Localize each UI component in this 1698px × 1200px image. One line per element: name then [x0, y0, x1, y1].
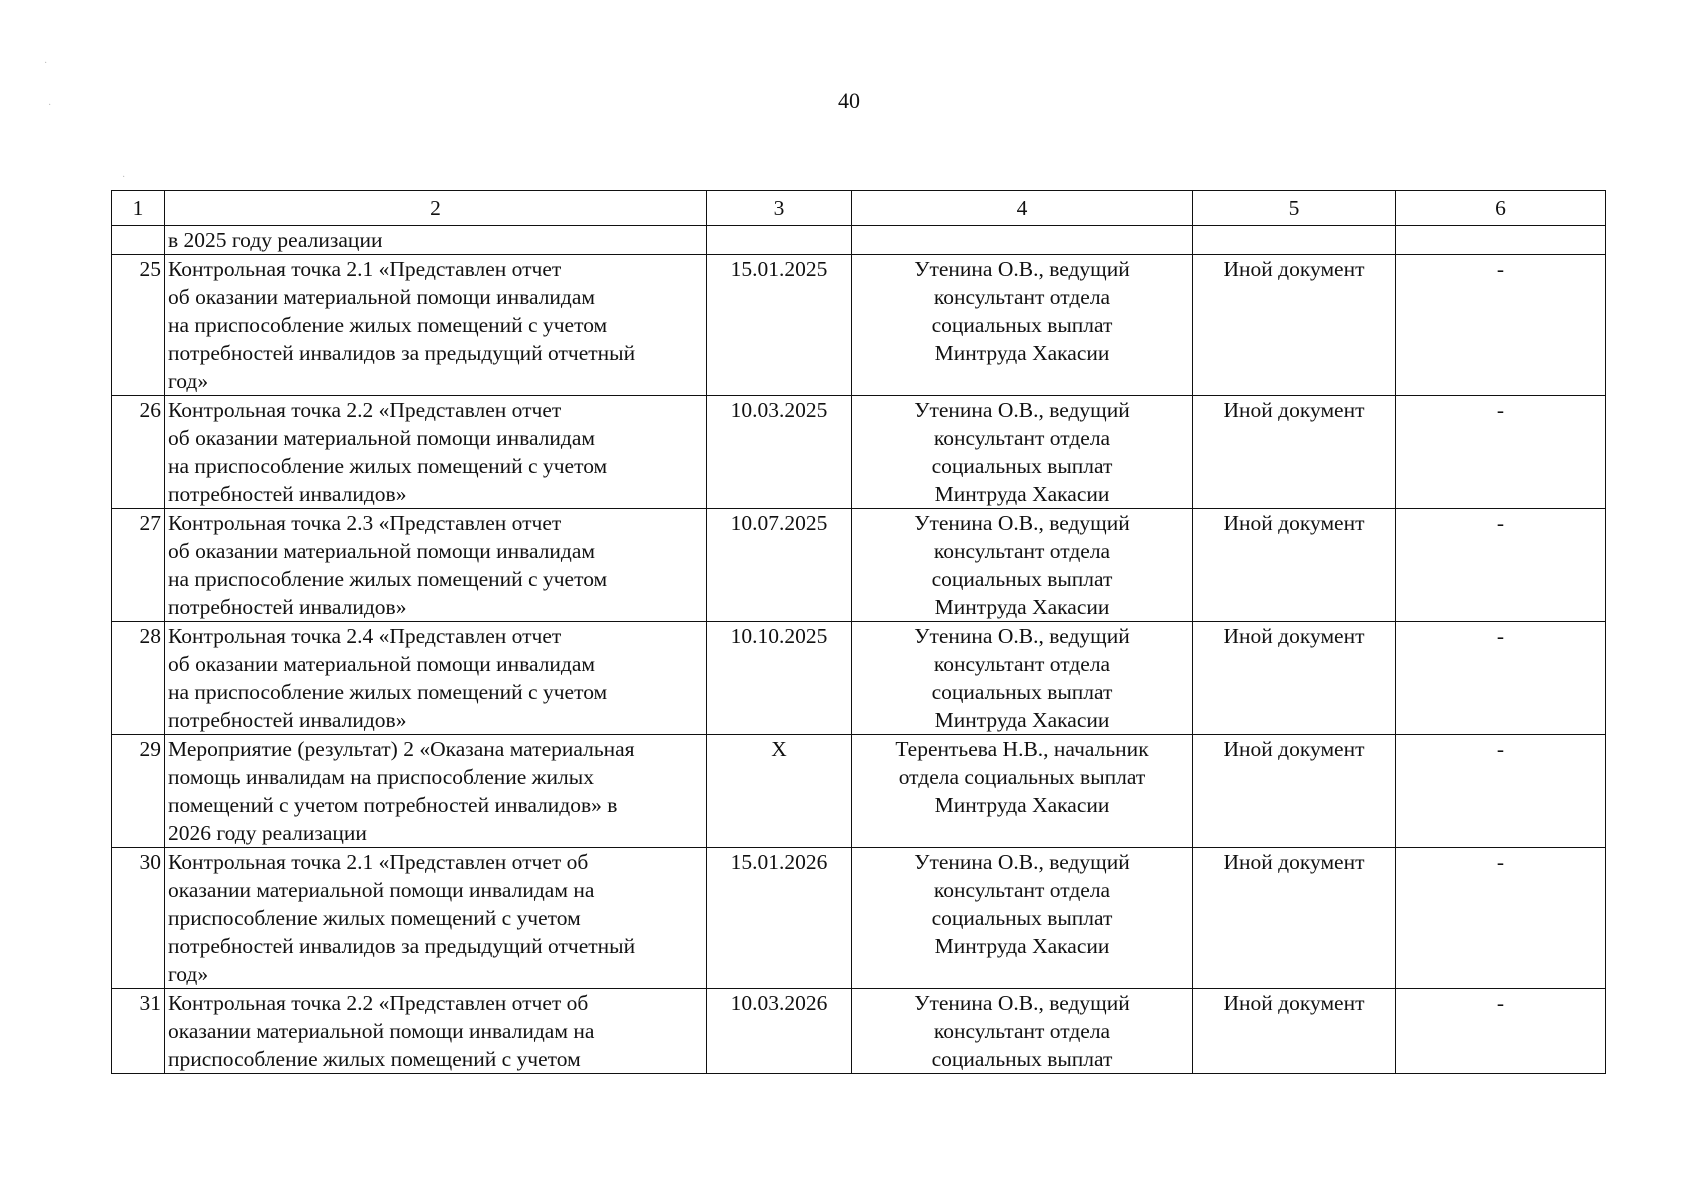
responsible-line: Утенина О.В., ведущий — [914, 624, 1130, 648]
document-type — [1193, 226, 1396, 255]
responsible-line: Минтруда Хакасии — [934, 708, 1110, 732]
event-name-line: Контрольная точка 2.4 «Представлен отчет — [168, 624, 562, 648]
responsible-line: Минтруда Хакасии — [934, 595, 1110, 619]
responsible-line: консультант отдела — [933, 285, 1111, 309]
deadline-date: 10.10.2025 — [707, 622, 852, 735]
row-number — [112, 226, 165, 255]
row-number: 29 — [112, 735, 165, 848]
scan-artifact: · — [122, 172, 126, 183]
event-name-line: об оказании материальной помощи инвалидам — [168, 426, 596, 450]
responsible-cell — [852, 509, 1193, 622]
responsible-cell — [852, 622, 1193, 735]
deadline-date: X — [707, 735, 852, 848]
event-name-line: Контрольная точка 2.2 «Представлен отчет — [168, 398, 562, 422]
event-name-cell — [165, 989, 707, 1074]
event-name-cell — [165, 622, 707, 735]
table-row — [112, 848, 1606, 989]
responsible-line: Минтруда Хакасии — [934, 341, 1110, 365]
event-name-line: год» — [168, 962, 209, 986]
header-cell-2: 2 — [165, 191, 707, 226]
event-name-line: помещений с учетом потребностей инвалидов» в — [168, 793, 618, 817]
document-type: Иной документ — [1193, 622, 1396, 735]
note-cell: - — [1396, 622, 1606, 735]
event-name-line: потребностей инвалидов» — [168, 708, 407, 732]
document-type: Иной документ — [1193, 509, 1396, 622]
event-name-line: потребностей инвалидов за предыдущий отчетный — [168, 934, 636, 958]
responsible-line: социальных выплат — [931, 680, 1113, 704]
event-name-line: об оказании материальной помощи инвалидам — [168, 539, 596, 563]
responsible-line: консультант отдела — [933, 539, 1111, 563]
responsible-line: Утенина О.В., ведущий — [914, 398, 1130, 422]
responsible-line: Утенина О.В., ведущий — [914, 257, 1130, 281]
table-row — [112, 396, 1606, 509]
document-type: Иной документ — [1193, 255, 1396, 396]
event-name-line: в 2025 году реализации — [168, 228, 383, 252]
responsible-line: социальных выплат — [931, 313, 1113, 337]
row-number: 25 — [112, 255, 165, 396]
row-number: 26 — [112, 396, 165, 509]
event-name-line: приспособление жилых помещений с учетом — [168, 906, 581, 930]
document-type: Иной документ — [1193, 848, 1396, 989]
event-name-line: об оказании материальной помощи инвалидам — [168, 285, 596, 309]
scan-artifact: · — [48, 100, 52, 111]
event-name-cell — [165, 226, 707, 255]
note-cell: - — [1396, 848, 1606, 989]
row-number: 28 — [112, 622, 165, 735]
responsible-line: Минтруда Хакасии — [934, 793, 1110, 817]
responsible-line: Терентьева Н.В., начальник — [895, 737, 1149, 761]
event-name-line: помощь инвалидам на приспособление жилых — [168, 765, 594, 789]
responsible-line: Утенина О.В., ведущий — [914, 511, 1130, 535]
header-cell-5: 5 — [1193, 191, 1396, 226]
event-name-line: приспособление жилых помещений с учетом — [168, 1047, 581, 1071]
responsible-line: консультант отдела — [933, 426, 1111, 450]
header-cell-4: 4 — [852, 191, 1193, 226]
responsible-line: социальных выплат — [931, 906, 1113, 930]
event-name-line: Контрольная точка 2.2 «Представлен отчет об — [168, 991, 589, 1015]
responsible-line: социальных выплат — [931, 1047, 1113, 1071]
responsible-cell — [852, 735, 1193, 848]
responsible-cell — [852, 989, 1193, 1074]
event-name-line: 2026 году реализации — [168, 821, 367, 845]
responsible-line: Утенина О.В., ведущий — [914, 850, 1130, 874]
header-cell-3: 3 — [707, 191, 852, 226]
deadline-date: 10.07.2025 — [707, 509, 852, 622]
note-cell: - — [1396, 509, 1606, 622]
header-cell-1: 1 — [112, 191, 165, 226]
responsible-line: консультант отдела — [933, 1019, 1111, 1043]
scan-artifact: · — [44, 58, 48, 69]
deadline-date: 15.01.2025 — [707, 255, 852, 396]
responsible-line: отдела социальных выплат — [898, 765, 1146, 789]
event-name-line: Контрольная точка 2.3 «Представлен отчет — [168, 511, 562, 535]
deadline-date — [707, 226, 852, 255]
document-type: Иной документ — [1193, 735, 1396, 848]
responsible-cell — [852, 255, 1193, 396]
note-cell: - — [1396, 735, 1606, 848]
event-name-cell — [165, 848, 707, 989]
note-cell: - — [1396, 989, 1606, 1074]
header-row — [112, 191, 1606, 226]
responsible-cell — [852, 226, 1193, 255]
event-name-line: об оказании материальной помощи инвалидам — [168, 652, 596, 676]
event-name-line: потребностей инвалидов за предыдущий отчетный — [168, 341, 636, 365]
responsible-cell — [852, 396, 1193, 509]
responsible-line: Утенина О.В., ведущий — [914, 991, 1130, 1015]
document-type: Иной документ — [1193, 989, 1396, 1074]
table-row — [112, 226, 1606, 255]
deadline-date: 15.01.2026 — [707, 848, 852, 989]
event-name-line: год» — [168, 369, 209, 393]
event-name-line: на приспособление жилых помещений с учетом — [168, 454, 608, 478]
event-name-line: на приспособление жилых помещений с учетом — [168, 313, 608, 337]
event-name-line: оказании материальной помощи инвалидам на — [168, 878, 595, 902]
deadline-date: 10.03.2025 — [707, 396, 852, 509]
responsible-line: Минтруда Хакасии — [934, 934, 1110, 958]
event-name-line: Контрольная точка 2.1 «Представлен отчет об — [168, 850, 589, 874]
note-cell: - — [1396, 255, 1606, 396]
responsible-cell — [852, 848, 1193, 989]
table-row — [112, 989, 1606, 1074]
event-name-cell — [165, 255, 707, 396]
table-row — [112, 255, 1606, 396]
responsible-line: социальных выплат — [931, 454, 1113, 478]
table-row — [112, 622, 1606, 735]
event-name-cell — [165, 735, 707, 848]
responsible-line: социальных выплат — [931, 567, 1113, 591]
note-cell — [1396, 226, 1606, 255]
document-type: Иной документ — [1193, 396, 1396, 509]
responsible-line: консультант отдела — [933, 652, 1111, 676]
table-row — [112, 509, 1606, 622]
header-cell-6: 6 — [1396, 191, 1606, 226]
row-number: 30 — [112, 848, 165, 989]
event-name-line: оказании материальной помощи инвалидам на — [168, 1019, 595, 1043]
deadline-date: 10.03.2026 — [707, 989, 852, 1074]
row-number: 27 — [112, 509, 165, 622]
table-body — [112, 226, 1606, 1074]
event-name-line: Мероприятие (результат) 2 «Оказана материальная — [168, 737, 635, 761]
event-name-line: на приспособление жилых помещений с учетом — [168, 680, 608, 704]
event-name-line: потребностей инвалидов» — [168, 482, 407, 506]
event-name-line: Контрольная точка 2.1 «Представлен отчет — [168, 257, 562, 281]
table-row — [112, 735, 1606, 848]
page-number: 40 — [838, 88, 860, 113]
event-name-cell — [165, 396, 707, 509]
responsible-line: консультант отдела — [933, 878, 1111, 902]
row-number: 31 — [112, 989, 165, 1074]
responsible-line: Минтруда Хакасии — [934, 482, 1110, 506]
note-cell: - — [1396, 396, 1606, 509]
event-name-line: потребностей инвалидов» — [168, 595, 407, 619]
event-name-cell — [165, 509, 707, 622]
plan-table — [111, 190, 1606, 1074]
event-name-line: на приспособление жилых помещений с учетом — [168, 567, 608, 591]
